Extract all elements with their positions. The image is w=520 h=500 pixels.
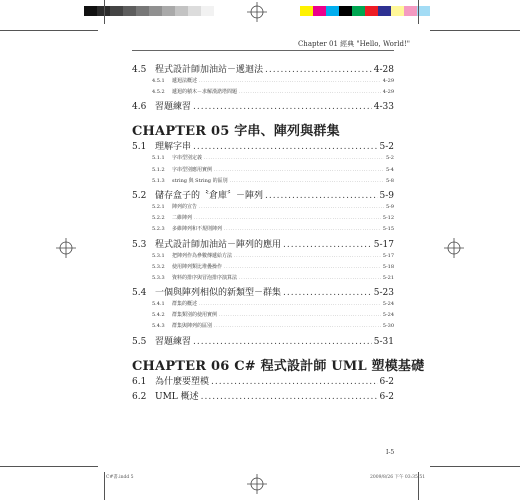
toc-section-entry — [132, 188, 394, 203]
entry-page: 5-23 — [373, 288, 394, 299]
dot-leader — [219, 312, 381, 317]
crop-mark — [0, 30, 98, 31]
entry-title: 一個與陣列相似的新類型－群集 — [155, 288, 282, 299]
print-slug-date: 2009/8/26 下午 03:35:51 — [370, 475, 426, 480]
entry-title: 理解字串 — [155, 142, 192, 153]
color-swatch — [326, 6, 339, 16]
color-swatch — [391, 6, 404, 16]
entry-page: 5-4 — [385, 166, 394, 173]
entry-page: 4-29 — [382, 89, 394, 96]
entry-number: 4.5.2 — [152, 89, 165, 96]
toc-subsection-entry — [132, 177, 394, 188]
toc-subsection-entry — [132, 322, 394, 333]
entry-number: 6.1 — [132, 376, 147, 387]
color-swatch — [84, 6, 97, 16]
dot-leader — [265, 65, 372, 75]
dot-leader — [193, 337, 372, 347]
registration-mark-icon — [247, 474, 267, 494]
toc-section-entry — [132, 285, 394, 300]
entry-title: string 與 String 的區別 — [172, 177, 228, 184]
entry-number: 4.5 — [132, 65, 147, 75]
crop-mark — [0, 466, 98, 467]
entry-number: 5.3 — [132, 239, 147, 250]
entry-title: 程式設計師加油站－遞迴法 — [155, 65, 264, 75]
entry-page: 5-24 — [382, 312, 394, 319]
toc-section-entry — [132, 99, 394, 114]
crop-mark — [104, 0, 105, 24]
color-swatch — [201, 6, 214, 16]
entry-page: 4-28 — [373, 65, 394, 75]
entry-number: 5.2.1 — [152, 203, 165, 210]
entry-page: 5-21 — [382, 274, 394, 281]
color-swatch — [188, 6, 201, 16]
entry-number: 5.3.2 — [152, 263, 165, 270]
entry-page: 5-9 — [385, 203, 394, 210]
color-swatch — [378, 6, 391, 16]
color-swatch — [300, 6, 313, 16]
entry-title: 遞迴法概述 — [172, 78, 198, 84]
toc-section-entry — [132, 139, 394, 154]
entry-title: 陣列的宣告 — [172, 203, 198, 210]
dot-leader — [230, 178, 384, 183]
entry-title: 儲存盒子的〝倉庫〞－陣列 — [155, 190, 264, 201]
dot-leader — [283, 288, 372, 298]
dot-leader — [239, 275, 381, 280]
dot-leader — [224, 226, 381, 231]
entry-page: 5-12 — [382, 215, 394, 222]
header-rule — [132, 50, 394, 51]
table-of-contents — [132, 62, 425, 404]
entry-number: 5.4 — [132, 288, 147, 299]
dot-leader — [201, 392, 378, 402]
cmyk-color-bar — [300, 6, 430, 16]
color-swatch — [352, 6, 365, 16]
dot-leader — [214, 323, 381, 328]
dot-leader — [193, 142, 377, 152]
registration-mark-icon — [247, 2, 267, 22]
dot-leader — [265, 191, 377, 201]
entry-number: 5.2.2 — [152, 215, 165, 222]
dot-leader — [204, 155, 384, 160]
entry-page: 5-31 — [373, 336, 394, 347]
entry-page: 5-17 — [373, 239, 394, 250]
chapter-heading: CHAPTER 06 C# 程式設計師 UML 塑模基礎 — [132, 358, 425, 374]
entry-number: 5.4.1 — [152, 301, 165, 308]
dot-leader — [283, 240, 372, 250]
entry-page: 5-24 — [382, 301, 394, 308]
entry-title: 資料的排序與冒泡排序演算法 — [172, 274, 238, 281]
entry-number: 6.2 — [132, 391, 147, 402]
entry-number: 5.3.1 — [152, 252, 165, 259]
entry-page: 4-29 — [382, 78, 394, 84]
entry-title: 群集類別的使用實例 — [172, 312, 218, 319]
entry-number: 5.1.3 — [152, 177, 165, 184]
toc-subsection-entry — [132, 311, 394, 322]
entry-number: 5.5 — [132, 336, 147, 347]
color-swatch — [136, 6, 149, 16]
toc-subsection-entry — [132, 166, 394, 177]
crop-mark — [418, 0, 419, 24]
color-swatch — [404, 6, 417, 16]
dot-leader — [193, 102, 372, 112]
entry-title: 習題練習 — [155, 336, 192, 347]
entry-title: 遞迴的積木－求解漢諾塔問題 — [172, 89, 238, 96]
dot-leader — [224, 264, 381, 269]
entry-title: 為什麼要塑模 — [155, 376, 210, 387]
entry-page: 5-2 — [385, 155, 394, 162]
entry-page: 5-18 — [382, 263, 394, 270]
color-swatch — [365, 6, 378, 16]
entry-number: 5.4.3 — [152, 323, 165, 330]
dot-leader — [211, 377, 377, 387]
entry-number: 4.6 — [132, 102, 147, 113]
entry-title: 字串型別定義 — [172, 155, 203, 162]
entry-number: 5.3.3 — [152, 274, 165, 281]
entry-number: 5.4.2 — [152, 312, 165, 319]
entry-page: 5-8 — [385, 177, 394, 184]
entry-title: 多維陣列和不規則陣列 — [172, 226, 223, 233]
color-swatch — [313, 6, 326, 16]
crop-mark — [104, 472, 105, 500]
entry-number: 5.2.3 — [152, 226, 165, 233]
entry-number: 4.5.1 — [152, 78, 165, 84]
dot-leader — [199, 301, 381, 306]
registration-mark-icon — [444, 238, 464, 258]
crop-mark — [430, 466, 520, 467]
entry-page: 5-9 — [379, 190, 394, 201]
toc-subsection-entry — [132, 154, 394, 165]
entry-page: 6-2 — [379, 376, 394, 387]
chapter-heading: CHAPTER 05 字串、陣列與群集 — [132, 124, 340, 140]
toc-section-entry — [132, 389, 394, 404]
toc-subsection-entry — [132, 77, 394, 88]
entry-title: 群集與陣列的區別 — [172, 323, 213, 330]
dot-leader — [199, 204, 384, 209]
color-swatch — [149, 6, 162, 16]
toc-subsection-entry — [132, 300, 394, 311]
entry-page: 4-33 — [373, 102, 394, 113]
toc-subsection-entry — [132, 225, 394, 236]
toc-section-entry — [132, 62, 394, 77]
entry-title: 把陣列作為參數傳遞給方法 — [172, 252, 233, 259]
toc-section-entry — [132, 237, 394, 252]
color-swatch — [162, 6, 175, 16]
dot-leader — [199, 78, 381, 83]
toc-section-entry — [132, 334, 394, 349]
toc-subsection-entry — [132, 214, 394, 225]
entry-page: 5-30 — [382, 323, 394, 330]
color-swatch — [339, 6, 352, 16]
toc-subsection-entry — [132, 88, 394, 99]
entry-number: 5.2 — [132, 190, 147, 201]
running-head: Chapter 01 經典 "Hello, World!" — [297, 40, 410, 48]
registration-mark-icon — [56, 238, 76, 258]
entry-title: 字串型別應用實例 — [172, 166, 213, 173]
entry-number: 5.1.2 — [152, 166, 165, 173]
entry-page: 6-2 — [379, 391, 394, 402]
toc-subsection-entry — [132, 263, 394, 274]
print-slug-file: C#書.indd 5 — [106, 475, 134, 480]
dot-leader — [214, 167, 384, 172]
dot-leader — [194, 215, 381, 220]
entry-title: 群集的概述 — [172, 301, 198, 308]
page-number: I-5 — [386, 449, 395, 456]
dot-leader — [234, 253, 381, 258]
toc-subsection-entry — [132, 203, 394, 214]
entry-title: 二維陣列 — [172, 215, 193, 222]
entry-title: 習題練習 — [155, 102, 192, 113]
color-swatch — [123, 6, 136, 16]
entry-number: 5.1 — [132, 142, 147, 153]
entry-title: 使用陣列類比堆疊操作 — [172, 263, 223, 270]
color-swatch — [110, 6, 123, 16]
entry-number: 5.1.1 — [152, 155, 165, 162]
color-swatch — [175, 6, 188, 16]
crop-mark — [430, 30, 520, 31]
toc-section-entry — [132, 374, 394, 389]
entry-page: 5-17 — [382, 252, 394, 259]
entry-title: 程式設計師加油站－陣列的應用 — [155, 239, 282, 250]
entry-page: 5-2 — [379, 142, 394, 153]
dot-leader — [239, 89, 381, 94]
toc-subsection-entry — [132, 274, 394, 285]
entry-title: UML 概述 — [155, 391, 199, 402]
entry-page: 5-15 — [382, 226, 394, 233]
toc-subsection-entry — [132, 252, 394, 263]
